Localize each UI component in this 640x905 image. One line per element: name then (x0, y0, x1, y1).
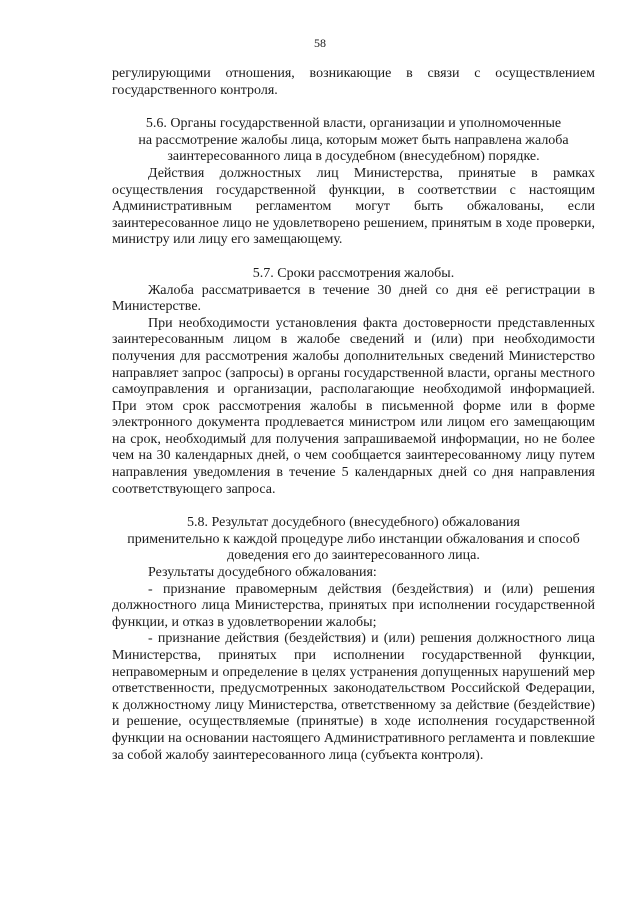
heading-line: заинтересованного лица в досудебном (внесудебном) порядке. (167, 149, 540, 165)
paragraph: При необходимости установления факта достоверности представленных заинтересованным лицом в жалобе сведений и (или) при необходимости получения для рассмотрения жалобы дополнительных сведений Министерство направляет запрос (запросы) в органы государственной власти, органы местного самоуправления и организации, располагающие необходимой информацией. При этом срок рассмотрения жалобы в письменной форме или в форме электронного документа продлевается министром или лицом его замещающим на срок, необходимый для получения запрашиваемой информации, но не более чем на 30 календарных дней, о чем сообщается заинтересованному лицу путем направления уведомления в течение 5 календарных дней со дня направления соответствующего запроса. (112, 315, 595, 497)
heading-line: на рассмотрение жалобы лица, которым может быть направлена жалоба (138, 132, 569, 148)
section-heading-5-8 (112, 515, 595, 565)
document-body (112, 66, 595, 764)
heading-line: применительно к каждой процедуре либо инстанции обжалования и способ (127, 531, 580, 547)
paragraph: Результаты досудебного обжалования: (148, 565, 377, 581)
section-heading-5-7 (112, 266, 595, 283)
heading-line: доведения его до заинтересованного лица. (227, 548, 480, 564)
paragraph: Действия должностных лиц Министерства, принятые в рамках осуществления государственной функции, в соответствии с настоящим Административным регламентом могут быть обжалованы, если заинтересованное лицо не удовлетворено решением, принятым в ходе проверки, министру или лицу его замещающему. (112, 165, 595, 248)
list-item: - признание правомерным действия (бездействия) и (или) решения должностного лица Министерства, принятых при исполнении государственной функции, и отказ в удовлетворении жалобы; (112, 581, 595, 630)
page-number: 58 (314, 36, 326, 50)
list-item: - признание действия (бездействия) и (или) решения должностного лица Министерства, принятых при исполнении государственной функции, неправомерным и определение в целях устранения допущенных нарушений мер ответственности, предусмотренных законодательством Российской Федерации, к должностному лицу Министерства, ответственному за действие (бездействие) и решение, осуществляемые (принятые) в ходе исполнения государственной функции на основании настоящего Административного регламента и повлекшие за собой жалобу заинтересованного лица (субъекта контроля). (112, 631, 595, 763)
heading-line: 5.7. Сроки рассмотрения жалобы. (252, 265, 455, 281)
section-heading-5-6 (112, 116, 595, 166)
paragraph: Жалоба рассматривается в течение 30 дней со дня её регистрации в Министерстве. (112, 282, 595, 315)
paragraph-continuation: регулирующими отношения, возникающие в связи с осуществлением государственного контроля. (112, 66, 595, 98)
heading-line: 5.8. Результат досудебного (внесудебного) обжалования (187, 515, 520, 531)
heading-line: 5.6. Органы государственной власти, организации и уполномоченные (145, 116, 562, 132)
